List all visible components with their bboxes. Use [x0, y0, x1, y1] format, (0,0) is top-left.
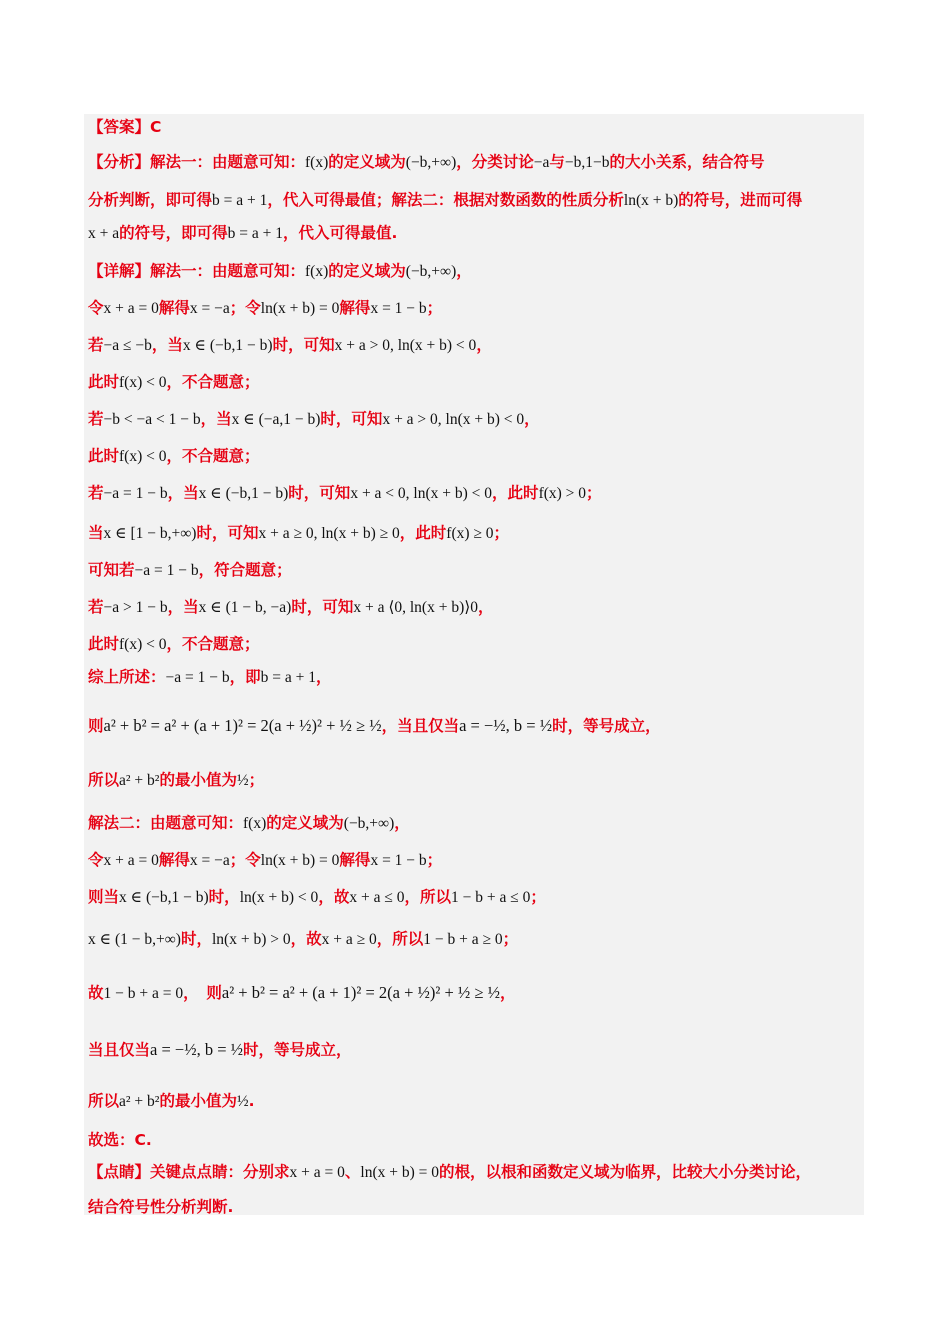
text-run: ，代入可得最值.: [283, 224, 398, 242]
text-run: 令: [88, 299, 104, 317]
math-expression: ½: [236, 1093, 249, 1110]
text-run: 解得: [158, 299, 190, 317]
text-run: 解得: [339, 299, 371, 317]
math-expression: x + a ≥ 0: [321, 931, 377, 948]
text-run: ，所以: [404, 888, 451, 906]
text-run: ，当且仅当: [381, 717, 460, 735]
text-run: ；令: [229, 299, 261, 317]
text-line: [88, 523, 509, 544]
text-run: ，不合题意；: [166, 635, 260, 653]
math-expression: x ∈ (1 − b,+∞): [88, 931, 181, 948]
text-run: 则当: [88, 888, 120, 906]
text-run: 的定义域为: [328, 153, 406, 171]
math-expression: −b,1−b: [564, 154, 610, 171]
text-line: [88, 1091, 254, 1112]
math-expression: x ∈ (−a,1 − b): [231, 411, 321, 428]
text-run: ，不合题意；: [166, 447, 260, 465]
math-expression: (−b,+∞): [343, 815, 395, 832]
math-expression: f(x) < 0: [119, 448, 167, 465]
math-expression: x ∈ (−b,1 − b): [198, 485, 289, 502]
text-run: 时，可知: [320, 410, 383, 428]
text-run: 若: [88, 598, 104, 616]
math-expression: b = a + 1: [260, 669, 317, 686]
math-expression: a = −½, b = ½: [150, 1040, 244, 1059]
text-run: 【点睛】关键点点睛：分别求: [88, 1163, 290, 1181]
text-run: 【详解】解法一：由题意可知：: [88, 262, 306, 280]
text-run: 时，可知: [196, 524, 259, 542]
text-line: [88, 409, 540, 430]
text-run: ；: [530, 888, 546, 906]
math-expression: x + a ⟨0, ln(x + b)⟩0: [353, 599, 479, 616]
text-run: ，当: [167, 484, 199, 502]
math-expression: a² + b²: [119, 1093, 160, 1110]
math-expression: 1 − b + a = 0: [103, 985, 184, 1002]
math-expression: x ∈ (−b,1 − b): [182, 337, 273, 354]
text-line: [88, 298, 442, 319]
text-line: [88, 223, 397, 244]
text-run: ，当: [200, 410, 232, 428]
math-expression: b = a + 1: [212, 192, 268, 209]
text-line: [88, 813, 410, 834]
math-expression: a² + b² = a² + (a + 1)² = 2(a + ½)² + ½ ≥ ½: [221, 983, 500, 1002]
text-run: ；: [493, 524, 510, 542]
text-line: [88, 335, 492, 356]
text-run: 【分析】解法一：由题意可知：: [88, 153, 306, 171]
math-expression: x + a < 0, ln(x + b) < 0: [350, 485, 493, 502]
math-expression: x + a = 0: [289, 1164, 345, 1181]
text-run: 的根，以根和函数定义域为临界，比较大小分类讨论，: [439, 1163, 812, 1181]
text-run: 时，等号成立，: [243, 1041, 352, 1059]
text-run: 故: [88, 984, 104, 1002]
text-run: ，代入可得最值；解法二：根据对数函数的性质分析: [267, 191, 624, 209]
math-expression: ln(x + b): [623, 192, 679, 209]
text-run: ，: [499, 984, 516, 1002]
text-run: 时，: [180, 930, 212, 948]
text-run: ；: [248, 771, 265, 789]
math-expression: f(x) < 0: [119, 374, 167, 391]
text-run: 若: [88, 336, 104, 354]
math-expression: ln(x + b) = 0: [260, 852, 340, 869]
text-run: 、: [344, 1163, 361, 1181]
text-run: 当且仅当: [88, 1041, 151, 1059]
text-run: ，故: [290, 930, 322, 948]
text-line: [88, 929, 518, 950]
text-line: [88, 261, 472, 282]
text-run: 时，可知: [272, 336, 335, 354]
text-line: [88, 1197, 233, 1217]
math-expression: f(x): [305, 154, 329, 171]
text-run: 解得: [158, 851, 190, 869]
text-run: 的定义域为: [328, 262, 406, 280]
text-run: 此时: [88, 373, 120, 391]
text-run: 此时: [88, 635, 120, 653]
text-run: 的符号，即可得: [119, 224, 228, 242]
math-expression: b = a + 1: [227, 225, 284, 242]
text-run: ，当: [167, 598, 199, 616]
text-line: [88, 597, 494, 618]
math-expression: f(x): [243, 815, 267, 832]
math-expression: ln(x + b) = 0: [260, 300, 340, 317]
text-run: 故选：C.: [88, 1131, 152, 1149]
math-expression: −a > 1 − b: [103, 599, 168, 616]
text-run: 【答案】C: [88, 118, 162, 136]
math-expression: x + a ≥ 0, ln(x + b) ≥ 0: [258, 525, 400, 542]
text-line: [88, 634, 260, 655]
text-run: ，: [476, 336, 492, 354]
text-run: ，: [394, 814, 410, 832]
text-run: 解得: [339, 851, 371, 869]
text-run: ，故: [318, 888, 350, 906]
text-line: [88, 850, 442, 871]
text-line: [88, 887, 546, 908]
math-expression: x ∈ (−b,1 − b): [119, 889, 209, 906]
math-expression: 1 − b + a ≥ 0: [423, 931, 503, 948]
text-run: 的定义域为: [266, 814, 344, 832]
text-line: [88, 667, 332, 688]
math-expression: x + a > 0, ln(x + b) < 0: [334, 337, 477, 354]
math-expression: a² + b² = a² + (a + 1)² = 2(a + ½)² + ½ ≥ ½: [103, 716, 382, 735]
text-run: 令: [88, 851, 104, 869]
text-run: 时，: [208, 888, 240, 906]
text-run: 的符号，进而可得: [678, 191, 803, 209]
math-expression: f(x) < 0: [119, 636, 167, 653]
text-line: [88, 152, 765, 173]
text-line: [88, 716, 661, 736]
math-expression: x = 1 − b: [370, 300, 427, 317]
text-line: [88, 983, 515, 1004]
text-run: ，此时: [492, 484, 539, 502]
math-expression: x = −a: [189, 300, 230, 317]
text-run: 若: [88, 410, 104, 428]
text-line: [88, 372, 260, 393]
math-expression: a² + b²: [119, 772, 160, 789]
math-expression: (−b,+∞): [405, 154, 457, 171]
text-run: 时，等号成立，: [552, 717, 661, 735]
text-run: 时，可知: [291, 598, 354, 616]
text-run: 的大小关系，结合符号: [609, 153, 765, 171]
text-run: 若: [88, 484, 104, 502]
math-expression: f(x): [305, 263, 329, 280]
text-line: [88, 1040, 352, 1060]
math-expression: ½: [236, 772, 249, 789]
text-run: ，: [478, 598, 494, 616]
math-expression: f(x) > 0: [538, 485, 587, 502]
text-run: ，不合题意；: [166, 373, 260, 391]
math-expression: ln(x + b) > 0: [211, 931, 291, 948]
math-expression: −a = 1 − b: [134, 562, 199, 579]
math-expression: ln(x + b) < 0: [239, 889, 319, 906]
text-line: [88, 770, 264, 791]
text-run: 解法二：由题意可知：: [88, 814, 244, 832]
math-expression: −a = 1 − b: [103, 485, 168, 502]
text-run: ；: [502, 930, 519, 948]
text-run: 结合符号性分析判断.: [88, 1198, 234, 1216]
text-line: [88, 483, 602, 504]
math-expression: −a: [533, 154, 550, 171]
text-run: ，: [316, 668, 332, 686]
math-expression: (−b,+∞): [405, 263, 457, 280]
math-expression: x + a = 0: [103, 852, 159, 869]
math-expression: −b < −a < 1 − b: [103, 411, 201, 428]
text-line: [88, 1130, 152, 1150]
math-expression: −a ≤ −b: [103, 337, 152, 354]
math-expression: x ∈ [1 − b,+∞): [103, 525, 197, 542]
text-line: [88, 560, 292, 581]
text-run: ，: [456, 262, 472, 280]
math-expression: 1 − b + a ≤ 0: [450, 889, 531, 906]
text-run: ，: [524, 410, 540, 428]
math-expression: f(x) ≥ 0: [446, 525, 494, 542]
text-line: [88, 190, 802, 211]
text-run: ；: [426, 851, 443, 869]
math-expression: x + a: [88, 225, 120, 242]
text-run: 的最小值为: [159, 771, 237, 789]
math-expression: ln(x + b) = 0: [360, 1164, 440, 1181]
math-expression: −a = 1 − b: [165, 669, 230, 686]
text-line: [88, 117, 161, 137]
text-run: 时，可知: [288, 484, 351, 502]
text-run: .: [248, 1092, 255, 1110]
text-run: ，当: [151, 336, 183, 354]
math-expression: x ∈ (1 − b, −a): [198, 599, 292, 616]
text-run: ；: [586, 484, 602, 502]
text-run: ，此时: [399, 524, 447, 542]
math-expression: x = 1 − b: [370, 852, 427, 869]
math-expression: x + a = 0: [103, 300, 159, 317]
text-run: ；令: [229, 851, 261, 869]
text-line: [88, 446, 260, 467]
text-run: 所以: [88, 1092, 120, 1110]
math-expression: a = −½, b = ½: [459, 716, 553, 735]
text-run: ，分类讨论: [456, 153, 534, 171]
text-line: [88, 1162, 811, 1183]
text-run: 与: [549, 153, 565, 171]
text-run: 综上所述：: [88, 668, 166, 686]
text-run: ，符合题意；: [198, 561, 292, 579]
text-run: 此时: [88, 447, 120, 465]
text-run: 所以: [88, 771, 120, 789]
math-expression: x + a > 0, ln(x + b) < 0: [382, 411, 525, 428]
text-run: ， 则: [183, 984, 222, 1002]
text-run: ，即: [229, 668, 261, 686]
text-run: 则: [88, 717, 104, 735]
math-expression: x = −a: [189, 852, 230, 869]
text-run: 的最小值为: [159, 1092, 237, 1110]
text-run: 当: [88, 524, 104, 542]
text-run: 分析判断，即可得: [88, 191, 213, 209]
text-run: ；: [426, 299, 443, 317]
text-run: 可知若: [88, 561, 135, 579]
text-run: ，所以: [376, 930, 424, 948]
math-expression: x + a ≤ 0: [349, 889, 405, 906]
